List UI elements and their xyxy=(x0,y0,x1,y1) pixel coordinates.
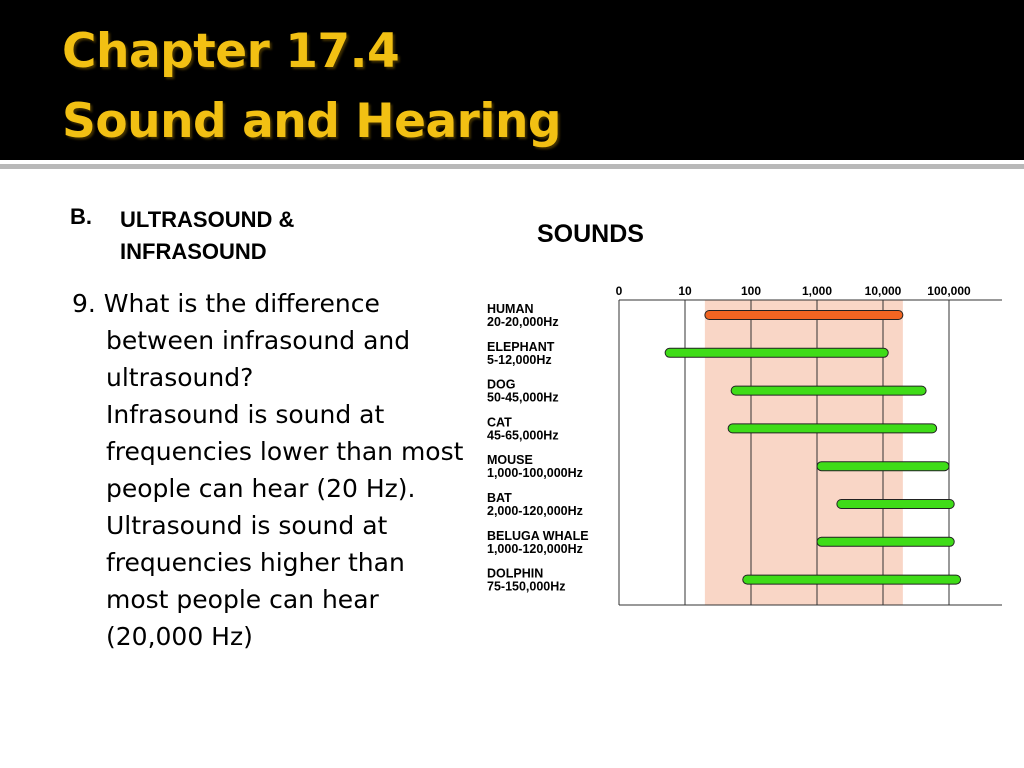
range-bar xyxy=(665,348,888,357)
chart-title: SOUNDS xyxy=(537,220,644,248)
series-name: BAT xyxy=(487,491,512,505)
range-bar xyxy=(728,424,937,433)
series-name: BELUGA WHALE xyxy=(487,528,589,543)
range-bar xyxy=(817,462,949,471)
series-range-label: 45-65,000Hz xyxy=(487,428,559,443)
section-letter: B. xyxy=(70,204,92,229)
series-range-label: 75-150,000Hz xyxy=(487,579,566,594)
series-name: HUMAN xyxy=(487,302,534,316)
slide-title-line-1: Chapter 17.4 xyxy=(62,24,400,79)
audible-band xyxy=(705,300,903,605)
x-tick-label: 10,000 xyxy=(864,284,902,298)
series-name: ELEPHANT xyxy=(487,339,555,354)
slide-title-line-2: Sound and Hearing xyxy=(62,94,562,149)
range-bar xyxy=(731,386,926,395)
hearing-range-chart xyxy=(480,276,1005,616)
question-block xyxy=(72,285,467,655)
series-name: CAT xyxy=(487,415,512,430)
x-tick-label: 100,000 xyxy=(927,284,971,298)
range-bar xyxy=(743,575,961,584)
x-tick-label: 100 xyxy=(740,284,762,298)
range-bar xyxy=(837,500,954,509)
x-tick-label: 10 xyxy=(678,284,692,298)
series-range-label: 1,000-120,000Hz xyxy=(487,541,583,556)
question-text: 9. What is the difference between infrasound and ultrasound? xyxy=(72,289,411,392)
series-name: DOLPHIN xyxy=(487,566,544,581)
series-range-label: 50-45,000Hz xyxy=(487,390,559,405)
series-range-label: 1,000-100,000Hz xyxy=(487,466,583,481)
answer-ultrasound: Ultrasound is sound at frequencies higher than most people can hear (20,000 Hz) xyxy=(106,511,405,651)
x-tick-label: 1,000 xyxy=(801,284,833,298)
series-name: MOUSE xyxy=(487,453,533,468)
range-bar xyxy=(705,311,903,320)
answer-infrasound: Infrasound is sound at frequencies lower than most people can hear (20 Hz). xyxy=(106,400,464,503)
x-tick-label: 0 xyxy=(615,284,623,298)
title-bar xyxy=(0,0,1024,160)
series-range-label: 2,000-120,000Hz xyxy=(487,504,583,518)
series-name: DOG xyxy=(487,377,516,392)
series-range-label: 5-12,000Hz xyxy=(487,352,552,367)
series-range-label: 20-20,000Hz xyxy=(487,315,559,329)
title-divider xyxy=(0,164,1024,169)
section-title: ULTRASOUND & INFRASOUND xyxy=(120,207,295,264)
range-bar xyxy=(817,537,954,546)
